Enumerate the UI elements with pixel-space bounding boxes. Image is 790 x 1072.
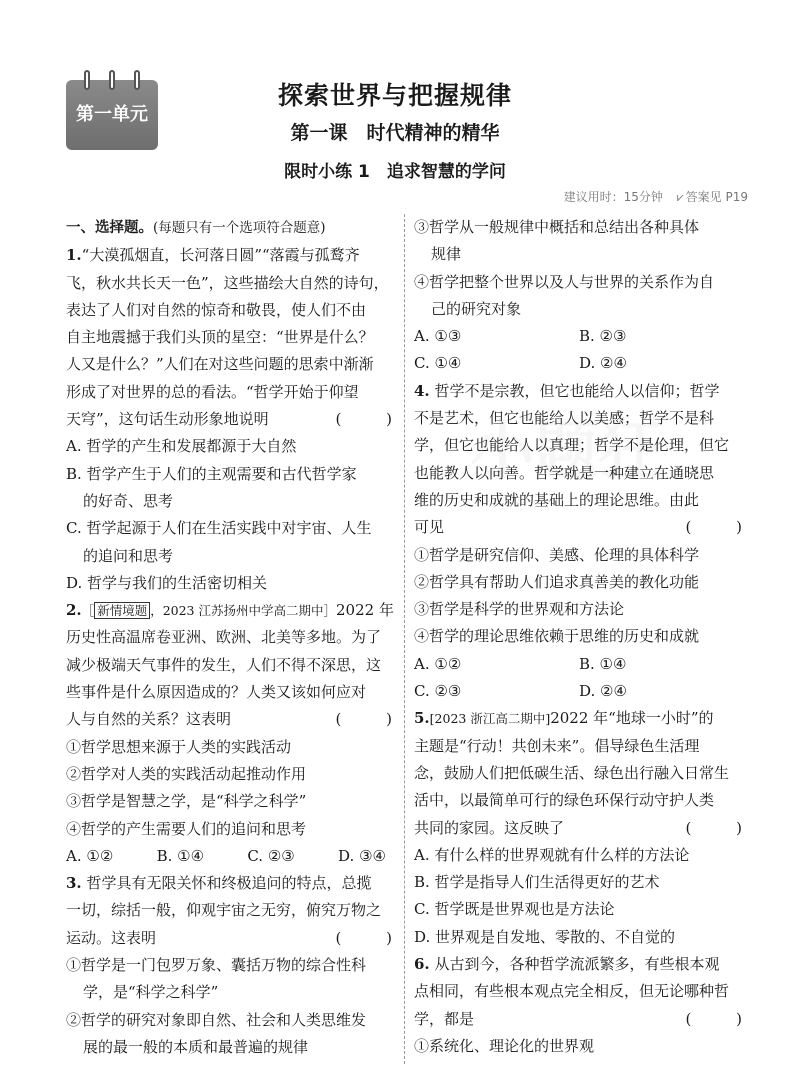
question-5: 5.[2023 浙江高二期中]2022 年“地球一小时”的 主题是“行动！共创未来”。倡导绿色生活理 念，鼓励人们把低碳生活、绿色出行融入日常生 活中，以最简单可行的绿色环保行动守护人类 共同的家园。这反映了 ( ) A. 有什么样的世界观就有什么样的方法论 B. 哲学是指导人们生活得更好的艺术 C. 哲学既是世界观也是方法论 D. 世界观是自发地、零散的、不自觉的 — [414, 705, 744, 951]
question-3-continued: ③哲学从一般规律中概括和总结出各种具体 规律 ④哲学把整个世界以及人与世界的关系作为自 己的研究对象 A. ①③ B. ②③ C. ①④ D. ②④ — [414, 214, 744, 378]
option-a[interactable]: A. ①② — [414, 654, 462, 673]
option-b[interactable]: B. 哲学产生于人们的主观需要和古代哲学家 — [66, 464, 357, 483]
option-c[interactable]: C. ②③ — [414, 682, 462, 701]
question-1: 1.“大漠孤烟直，长河落日圆”“落霞与孤鹜齐 飞，秋水共长天一色”，这些描绘大自然的诗句， 表达了人们对自然的惊奇和敬畏，使人们不由 自主地震撼于我们头顶的星空：“世界是什么？ 人又是什么？”人们在对这些问题的思索中渐渐 形成了对世界的总的看法。“哲学开始于仰望 天穹”，这句话生动形象地说明 ( ) A. 哲学的产生和发展都源于大自然 B. 哲学产生于人们的主观需要和古代哲学家 的好奇、思考 C. 哲学起源于人们在生活实践中对宇宙、人生 的追问和思考 D. 哲学与我们的生活密切相关 — [66, 242, 394, 597]
option-d[interactable]: D. ②④ — [579, 354, 627, 373]
option-d[interactable]: D. 哲学与我们的生活密切相关 — [66, 573, 268, 592]
statement-item: ①哲学是研究信仰、美感、伦理的具体科学 — [414, 545, 700, 564]
answer-reference: ⩗ 答案见 P19 — [676, 190, 748, 204]
answer-blank[interactable]: ( ) — [335, 928, 412, 947]
statement-item: ④哲学把整个世界以及人与世界的关系作为自 — [414, 272, 715, 291]
question-3: 3. 哲学具有无限关怀和终极追问的特点，总揽 一切，综括一般，仰观宇宙之无穷，俯究万物之 运动。这表明 ( ) ①哲学是一门包罗万象、囊括万物的综合性科 学，是“科学之科学” ②哲学的研究对象即自然、社会和人类思维发 展的最一般的本质和最普遍的规律 — [66, 874, 412, 1056]
practice-title: 限时小练 1 追求智慧的学问 — [284, 162, 506, 182]
option-d[interactable]: D. ③④ — [338, 846, 386, 865]
suggested-time: 建议用时：15分钟 — [563, 190, 663, 204]
option-a[interactable]: A. ①③ — [414, 327, 462, 346]
left-column — [66, 214, 412, 1061]
statement-item: ③哲学从一般规律中概括和总结出各种具体 — [414, 218, 700, 236]
statement-item: ④哲学的理论思维依赖于思维的历史和成就 — [414, 627, 700, 646]
option-a[interactable]: A. 哲学的产生和发展都源于大自然 — [66, 437, 297, 456]
options-row — [414, 651, 744, 678]
page-title: 探索世界与把握规律 — [277, 81, 512, 110]
statement-item: ②哲学的研究对象即自然、社会和人类思维发 — [66, 1010, 367, 1029]
options-row — [414, 350, 744, 377]
option-b[interactable]: B. ①④ — [156, 846, 205, 865]
question-2: 2.［ 新情境题 ，2023 江苏扬州中学高二期中］2022 年 历史性高温席卷亚洲、欧洲、北美等多地。为了 减少极端天气事件的发生，人们不得不深思，这 些事件是什么原因造成的？人类又该如何应对 人与自然的关系？这表明 ( ) ①哲学思想来源于人类的实践活动 ②哲学对人类的实践活动起推动作用 ③哲学是智慧之学，是“科学之科学” ④哲学的产生需要人们的追问和思考 A. ①② B. ①④ C. ②③ D. ③④ — [66, 597, 394, 870]
source-tag: [2023 浙江高二期中] — [429, 711, 551, 727]
statement-item: ①哲学思想来源于人类的实践活动 — [66, 737, 292, 756]
statement-item: ④哲学的产生需要人们的追问和思考 — [66, 819, 307, 838]
statement-item: ②哲学对人类的实践活动起推动作用 — [66, 764, 307, 783]
options-row — [66, 843, 394, 870]
question-number: 3. — [66, 874, 82, 893]
answer-blank[interactable]: ( ) — [335, 410, 412, 429]
option-c[interactable]: C. ②③ — [247, 846, 295, 865]
question-number: 5. — [414, 709, 430, 728]
question-number: 4. — [414, 381, 430, 400]
option-c[interactable]: C. 哲学既是世界观也是方法论 — [414, 900, 615, 919]
statement-item: ②哲学具有帮助人们追求真善美的教化功能 — [414, 572, 700, 591]
question-number: 1. — [66, 246, 82, 265]
answer-blank[interactable]: ( ) — [685, 818, 762, 837]
option-c[interactable]: C. 哲学起源于人们在生活实践中对宇宙、人生 — [66, 519, 372, 538]
option-b[interactable]: B. ①④ — [579, 654, 627, 673]
time-info — [550, 188, 748, 205]
question-number: 6. — [414, 955, 430, 974]
statement-item: ①系统化、理论化的世界观 — [414, 1036, 595, 1055]
option-a[interactable]: A. ①② — [66, 846, 114, 865]
option-d[interactable]: D. ②④ — [579, 682, 627, 701]
statement-item: ①哲学是一门包罗万象、囊括万物的综合性科 — [66, 956, 367, 975]
unit-label: 第一单元 — [76, 104, 148, 125]
option-b[interactable]: B. 哲学是指导人们生活得更好的艺术 — [414, 873, 660, 892]
lesson-title: 第一课 时代精神的精华 — [290, 122, 500, 144]
answer-blank[interactable]: ( ) — [685, 1009, 762, 1028]
statement-item: ③哲学是科学的世界观和方法论 — [414, 600, 625, 619]
answer-blank[interactable]: ( ) — [685, 518, 762, 537]
question-number: 2. — [66, 601, 82, 620]
option-a[interactable]: A. 有什么样的世界观就有什么样的方法论 — [414, 845, 690, 864]
question-4: 4. 哲学不是宗教，但它也能给人以信仰；哲学 不是艺术，但它也能给人以美感；哲学不是科 学，但它也能给人以真理；哲学不是伦理，但它 也能教人以向善。哲学就是一种建立在通晓思 维的历史和成就的基础上的理论思维。由此 可见 ( ) ①哲学是研究信仰、美感、伦理的具体科学 ②哲学具有帮助人们追求真善美的教化功能 ③哲学是科学的世界观和方法论 ④哲学的理论思维依赖于思维的历史和成就 A. ①② B. ①④ C. ②③ D. ②④ — [414, 378, 744, 706]
options-row — [414, 323, 744, 350]
right-column — [414, 214, 762, 1060]
option-c[interactable]: C. ①④ — [414, 354, 462, 373]
section-heading: 一、选择题。(每题只有一个选项符合题意) — [66, 220, 326, 236]
option-d[interactable]: D. 世界观是自发地、零散的、不自觉的 — [414, 927, 676, 946]
answer-blank[interactable]: ( ) — [335, 710, 412, 729]
options-row — [414, 678, 744, 705]
option-b[interactable]: B. ②③ — [579, 327, 627, 346]
new-context-tag: 新情境题 — [94, 602, 150, 619]
statement-item: ③哲学是智慧之学，是“科学之科学” — [66, 792, 307, 811]
question-6: 6. 从古到今，各种哲学流派繁多，有些根本观 点相同，有些根本观点完全相反，但无论哪种哲 学，都是 ( ) ①系统化、理论化的世界观 — [414, 951, 744, 1060]
